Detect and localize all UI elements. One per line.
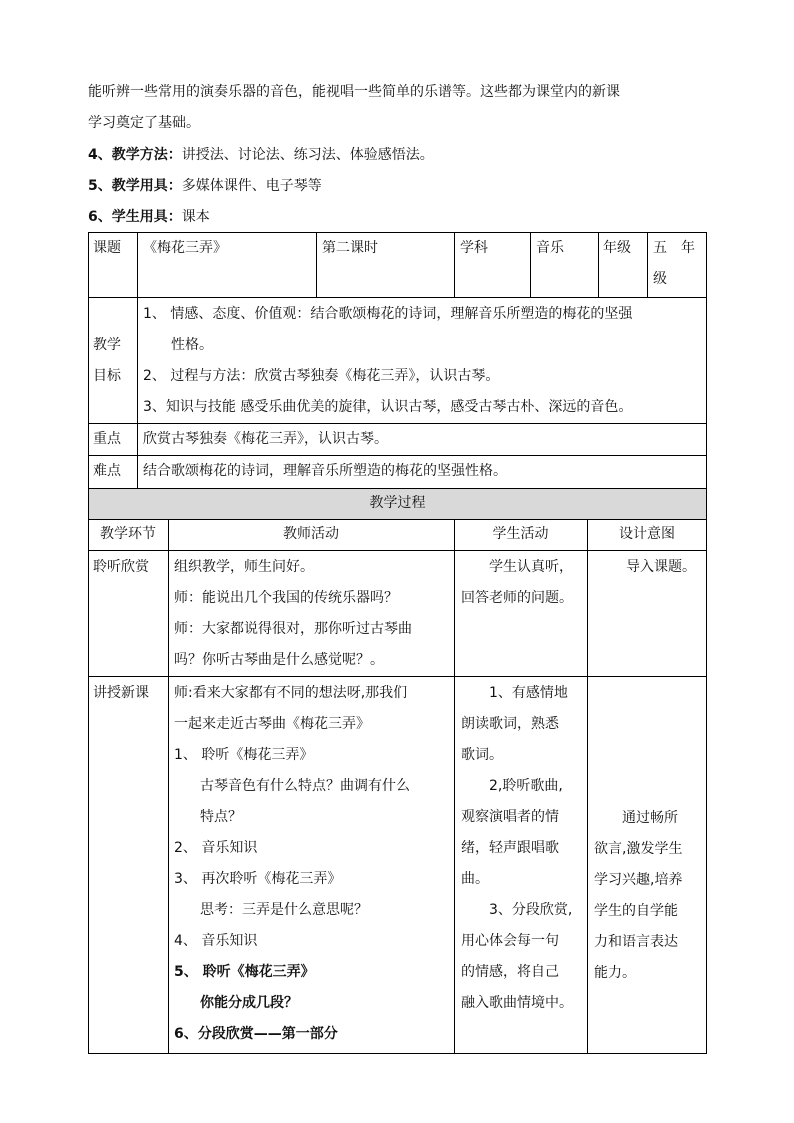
row1-student — [461, 552, 573, 614]
row2-student-line: 观察演唱者的情 — [461, 809, 559, 825]
goals-content — [143, 299, 632, 423]
grade-label: 年级 — [603, 240, 631, 256]
intro-line-2: 学习奠定了基础。 — [88, 115, 200, 131]
row2-student-line: 3、分段欣赏, — [461, 902, 573, 918]
student-tools-value: 课本 — [181, 209, 210, 225]
student-tools-label: 6、学生用具： — [88, 209, 182, 225]
lesson-period: 第二课时 — [322, 240, 378, 256]
grade-value-line-1: 五 年 — [653, 240, 695, 256]
topic-label: 课题 — [93, 240, 121, 256]
difficulty-value: 结合歌颂梅花的诗词，理解音乐所塑造的梅花的坚强性格。 — [143, 463, 507, 479]
row1-stage: 聆听欣赏 — [93, 559, 149, 575]
row2-teacher-line: 特点？ — [200, 809, 242, 825]
row1-teacher-line: 吗？你听古琴曲是什么感觉呢？。 — [174, 652, 384, 668]
teaching-methods-label: 4、教学方法： — [88, 147, 182, 163]
column-header-teacher: 教师活动 — [283, 526, 339, 542]
key-point-label: 重点 — [93, 431, 121, 447]
row2-teacher — [174, 678, 410, 1050]
goals-label-line-1: 教学 — [93, 337, 121, 353]
goals-label-line-2: 目标 — [93, 368, 121, 384]
row2-intent-line: 通过畅所 — [594, 810, 678, 826]
row2-student-line: 2,聆听歌曲, — [461, 778, 563, 794]
intro-line-1: 能听辨一些常用的演奏乐器的音色，能视唱一些简单的乐谱等。这些都为课堂内的新课 — [88, 84, 620, 100]
goal-3: 3、知识与技能 感受乐曲优美的旋律，认识古琴，感受古琴古朴、深远的音色。 — [143, 399, 633, 415]
goal-2: 2、 过程与方法：欣赏古琴独奏《梅花三弄》，认识古琴。 — [143, 368, 500, 384]
teaching-tools — [88, 171, 708, 202]
row2-teacher-line: 古琴音色有什么特点？曲调有什么 — [200, 778, 410, 794]
row1-student-line: 学生认真听， — [461, 559, 573, 575]
row2-intent-line: 能力。 — [594, 965, 636, 981]
topic-value: 《梅花三弄》 — [143, 240, 227, 256]
subject-label: 学科 — [460, 240, 488, 256]
grade-value-line-2: 级 — [653, 271, 667, 287]
teaching-tools-label: 5、教学用具： — [88, 178, 182, 194]
row2-intent-line: 学习兴趣,培养 — [594, 872, 683, 888]
row2-student-line: 1、有感情地 — [461, 685, 568, 701]
column-header-student: 学生活动 — [492, 526, 549, 542]
row2-student-line: 用心体会每一句 — [461, 933, 559, 949]
row2-teacher-line: 3、 再次聆听《梅花三弄》 — [174, 871, 342, 887]
row2-teacher-line: 2、 音乐知识 — [174, 840, 258, 856]
row2-student-line: 的情感，将自己 — [461, 964, 559, 980]
difficulty-label: 难点 — [93, 463, 121, 479]
row2-teacher-line: 6、分段欣赏——第一部分 — [174, 1026, 338, 1042]
row2-teacher-line: 1、 聆听《梅花三弄》 — [174, 747, 314, 763]
row2-intent-line: 力和语言表达 — [594, 934, 678, 950]
row2-student-line: 歌词。 — [461, 747, 503, 763]
teaching-methods — [88, 140, 708, 171]
process-title: 教学过程 — [369, 495, 426, 511]
student-tools — [88, 202, 708, 233]
teaching-methods-value: 讲授法、讨论法、练习法、体验感悟法。 — [181, 147, 434, 163]
row2-student-line: 朗读歌词，熟悉 — [461, 716, 559, 732]
row1-teacher-line: 师：大家都说得很对，那你听过古琴曲 — [174, 621, 412, 637]
goal-1-line-2: 性格。 — [171, 337, 213, 353]
row2-teacher-line: 思考：三弄是什么意思呢？ — [200, 902, 368, 918]
row1-student-line: 回答老师的问题。 — [461, 590, 573, 606]
row2-teacher-line: 4、 音乐知识 — [174, 933, 258, 949]
row2-student-line: 融入歌曲情境中。 — [461, 995, 573, 1011]
row2-student — [461, 678, 573, 1019]
row2-intent — [594, 803, 682, 989]
goals-label — [93, 330, 121, 392]
row1-teacher-line: 组织教学，师生问好。 — [174, 559, 314, 575]
subject-value: 音乐 — [536, 240, 564, 256]
column-header-stage: 教学环节 — [100, 526, 156, 542]
column-header-intent: 设计意图 — [619, 526, 675, 542]
key-point-value: 欣赏古琴独奏《梅花三弄》，认识古琴。 — [143, 431, 388, 447]
row2-intent-line: 欲言,激发学生 — [594, 841, 683, 857]
row2-student-line: 曲。 — [461, 871, 489, 887]
row2-teacher-line: 师:看来大家都有不同的想法呀,那我们 — [174, 685, 408, 701]
row2-student-line: 绪，轻声跟唱歌 — [461, 840, 559, 856]
row2-teacher-line: 你能分成几段？ — [200, 995, 298, 1011]
row1-teacher — [174, 552, 412, 676]
goal-1-line-1: 1、 情感、态度、价值观：结合歌颂梅花的诗词，理解音乐所塑造的梅花的坚强 — [143, 306, 633, 322]
row2-intent-line: 学生的自学能 — [594, 903, 678, 919]
teaching-tools-value: 多媒体课件、电子琴等 — [181, 178, 322, 194]
grade-value — [653, 233, 695, 295]
row2-teacher-line: 一起来走近古琴曲《梅花三弄》 — [174, 716, 370, 732]
row2-stage: 讲授新课 — [93, 685, 149, 701]
row2-teacher-line: 5、 聆听《梅花三弄》 — [174, 964, 315, 980]
row1-teacher-line: 师：能说出几个我国的传统乐器吗？ — [174, 590, 398, 606]
row1-intent: 导入课题。 — [626, 559, 696, 575]
